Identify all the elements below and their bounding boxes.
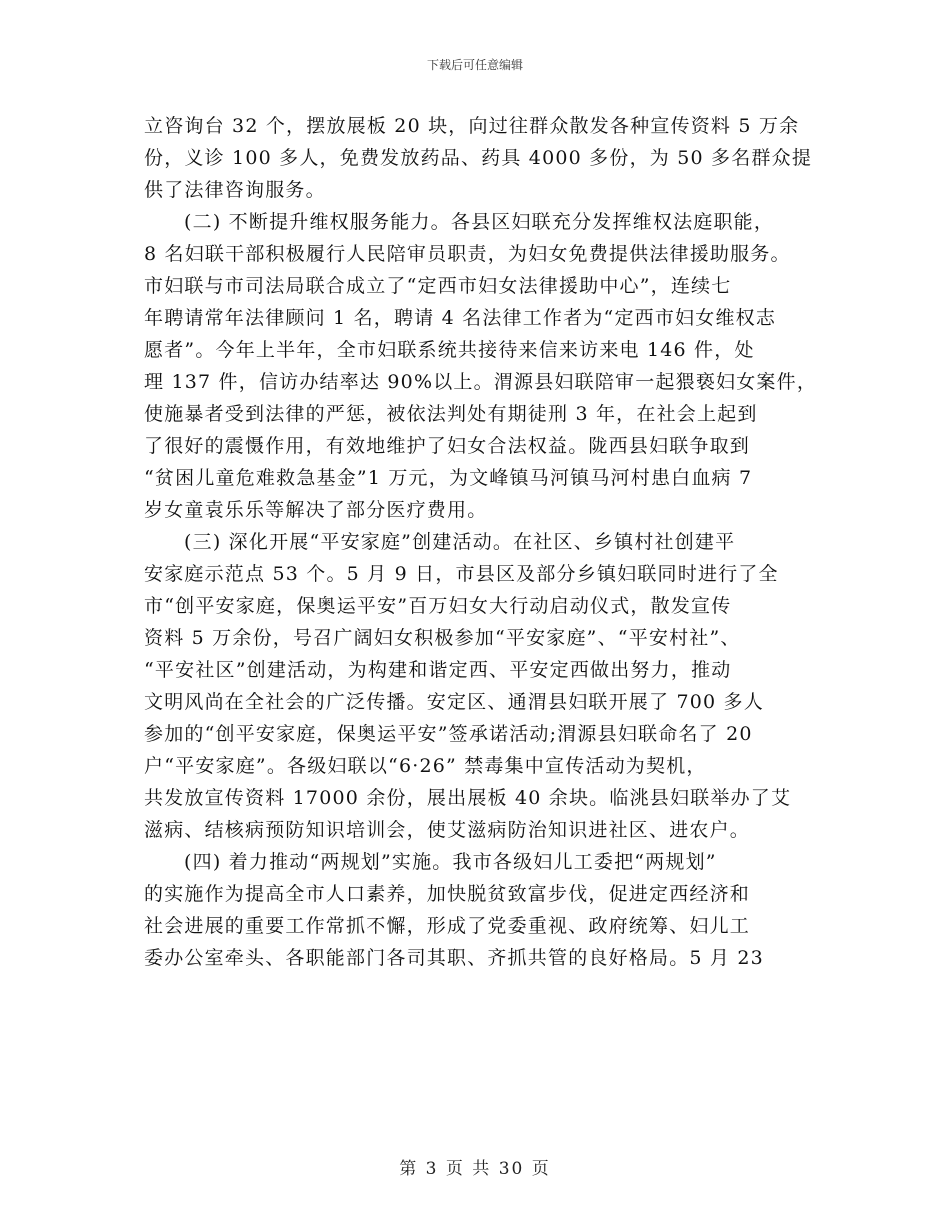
text-line: 了很好的震慑作用，有效地维护了妇女合法权益。陇西县妇联争取到	[144, 435, 751, 457]
text-line: 文明风尚在全社会的广泛传播。安定区、通渭县妇联开展了 700 多人	[144, 691, 764, 713]
page-footer: 第 3 页 共 30 页	[399, 1159, 551, 1179]
page-header: 下载后可任意编辑	[426, 58, 523, 72]
text-line: 8 名妇联干部积极履行人民陪审员职责，为妇女免费提供法律援助服务。	[144, 243, 791, 265]
text-line: 安家庭示范点 53 个。5 月 9 日，市县区及部分乡镇妇联同时进行了全	[144, 563, 779, 585]
text-line: 理 137 件，信访办结率达 90%以上。渭源县妇联陪审一起猥亵妇女案件，	[144, 371, 818, 393]
text-line: 立咨询台 32 个，摆放展板 20 块，向过往群众散发各种宣传资料 5 万余	[144, 115, 800, 137]
text-line: 滋病、结核病预防知识培训会，使艾滋病防治知识进社区、进农户。	[144, 819, 751, 841]
text-line: 市妇联与市司法局联合成立了“定西市妇女法律援助中心”，连续七	[144, 275, 732, 297]
paragraph-start-line: (三) 深化开展“平安家庭”创建活动。在社区、乡镇村社创建平	[184, 531, 736, 553]
paragraph-start-line: (二) 不断提升维权服务能力。各县区妇联充分发挥维权法庭职能，	[184, 211, 775, 233]
text-line: 的实施作为提高全市人口素养，加快脱贫致富步伐，促进定西经济和	[144, 883, 751, 905]
text-line: 参加的“创平安家庭，保奥运平安”签承诺活动;渭源县妇联命名了 20	[144, 723, 753, 745]
text-line: “平安社区”创建活动，为构建和谐定西、平安定西做出努力，推动	[144, 659, 732, 681]
text-line: 共发放宣传资料 17000 余份，展出展板 40 余块。临洮县妇联举办了艾	[144, 787, 792, 809]
text-line: 社会进展的重要工作常抓不懈，形成了党委重视、政府统筹、妇儿工	[144, 915, 751, 937]
text-line: 份，义诊 100 多人，免费发放药品、药具 4000 多份，为 50 多名群众提	[144, 147, 813, 169]
paragraph-start-line: (四) 着力推动“两规划”实施。我市各级妇儿工委把“两规划”	[184, 851, 717, 873]
text-line: “贫困儿童危难救急基金”1 万元，为文峰镇马河镇马河村患白血病 7	[144, 467, 753, 489]
text-line: 年聘请常年法律顾问 1 名，聘请 4 名法律工作者为“定西市妇女维权志	[144, 307, 777, 329]
text-line: 户“平安家庭”。各级妇联以“6·26” 禁毒集中宣传活动为契机，	[144, 755, 707, 777]
text-line: 愿者”。今年上半年，全市妇联系统共接待来信来访来电 146 件，处	[144, 339, 755, 361]
text-line: 使施暴者受到法律的严惩，被依法判处有期徒刑 3 年，在社会上起到	[144, 403, 758, 425]
text-line: 资料 5 万余份，号召广阔妇女积极参加“平安家庭”、“平安村社”、	[144, 627, 741, 649]
text-line: 岁女童袁乐乐等解决了部分医疗费用。	[144, 499, 488, 521]
document-body	[144, 110, 818, 974]
text-line: 委办公室牵头、各职能部门各司其职、齐抓共管的良好格局。5 月 23	[144, 947, 764, 969]
text-line: 市“创平安家庭，保奥运平安”百万妇女大行动启动仪式，散发宣传	[144, 595, 732, 617]
text-line: 供了法律咨询服务。	[144, 179, 326, 201]
